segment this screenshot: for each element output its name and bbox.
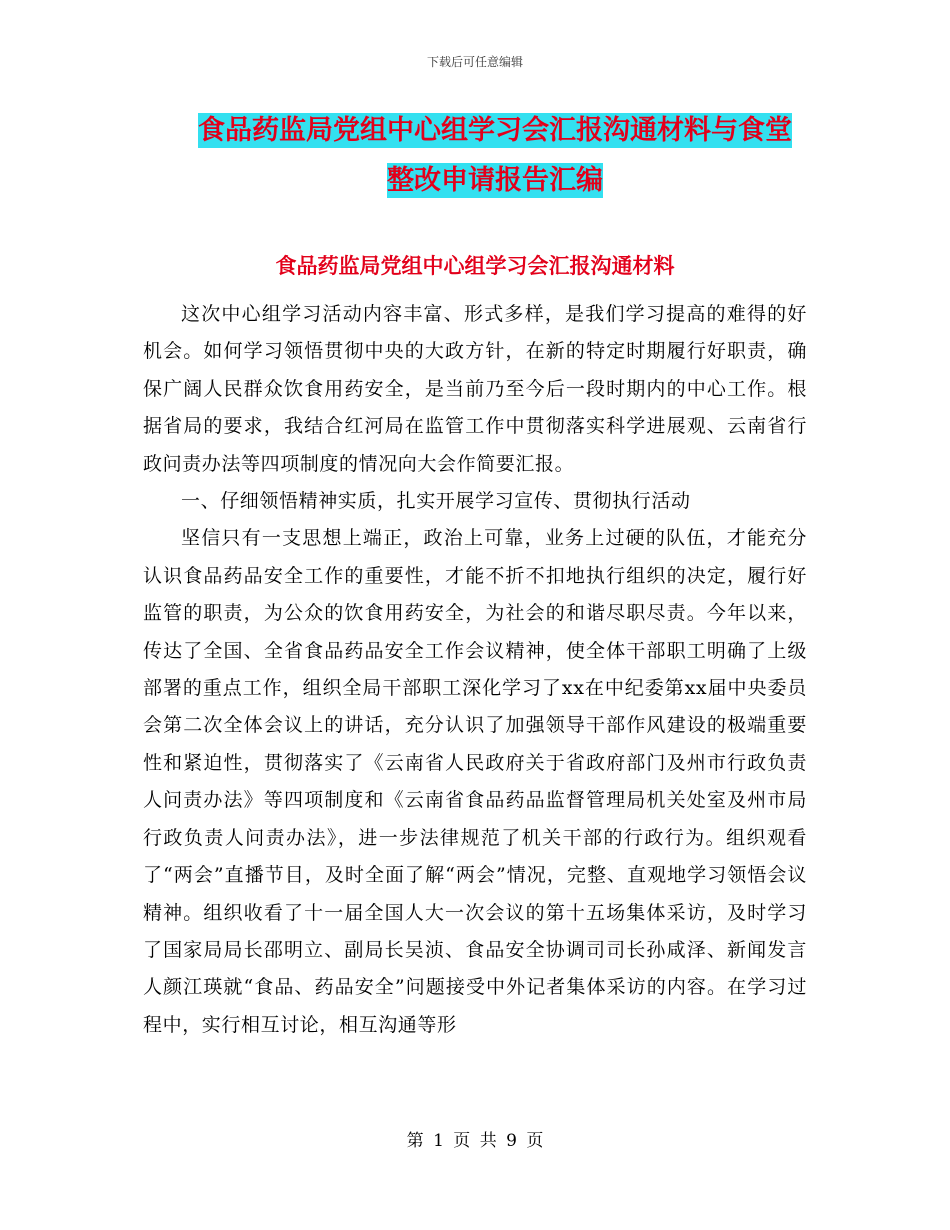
body-paragraph-heading-one: 一、仔细领悟精神实质，扎实开展学习宣传、贯彻执行活动 xyxy=(181,490,691,513)
section-title: 食品药监局党组中心组学习会汇报沟通材料 xyxy=(275,254,675,278)
body-paragraph-intro: 这次中心组学习活动内容丰富、形式多样，是我们学习提高的难得的好机会。如何学习领悟贯彻中央的大政方针，在新的特定时期履行好职责，确保广阔人民群众饮食用药安全，是当前乃至今后一段时期内的中心工作。根据省局的要求，我结合红河局在监管工作中贯彻落实科学进展观、云南省行政问责办法等四项制度的情况向大会作简要汇报。 xyxy=(143,303,807,475)
page-footer-number: 第 1 页 共 9 页 xyxy=(406,1131,544,1151)
document-main-title xyxy=(185,106,805,206)
document-body xyxy=(143,296,807,1044)
main-title-highlight: 食品药监局党组中心组学习会汇报沟通材料与食堂整改申请报告汇编 xyxy=(198,115,792,196)
page-header-note: 下载后可任意编辑 xyxy=(426,55,523,69)
body-paragraph-main: 坚信只有一支思想上端正，政治上可靠，业务上过硬的队伍，才能充分认识食品药品安全工作的重要性，才能不折不扣地执行组织的决定，履行好监管的职责，为公众的饮食用药安全，为社会的和谐尽职尽责。今年以来，传达了全国、全省食品药品安全工作会议精神，使全体干部职工明确了上级部署的重点工作，组织全局干部职工深化学习了xx在中纪委第xx届中央委员会第二次全体会议上的讲话，充分认识了加强领导干部作风建设的极端重要性和紧迫性，贯彻落实了《云南省人民政府关于省政府部门及州市行政负责人问责办法》等四项制度和《云南省食品药品监督管理局机关处室及州市局行政负责人问责办法》，进一步法律规范了机关干部的行政行为。组织观看了“两会”直播节目，及时全面了解“两会”情况，完整、直观地学习领悟会议精神。组织收看了十一届全国人大一次会议的第十五场集体采访，及时学习了国家局局长邵明立、副局长吴浈、食品安全协调司司长孙咸泽、新闻发言人颜江瑛就“食品、药品安全”问题接受中外记者集体采访的内容。在学习过程中，实行相互讨论，相互沟通等形 xyxy=(143,527,807,1036)
